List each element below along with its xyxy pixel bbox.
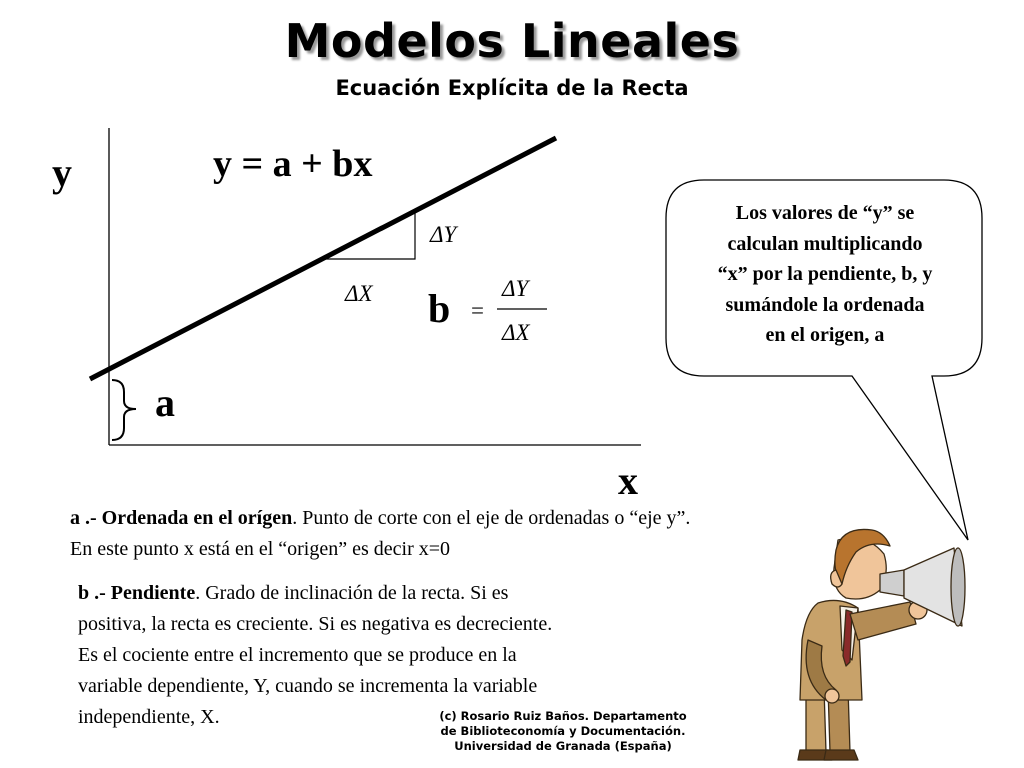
intercept-text-line2: En este punto x está en el “origen” es decir x=0	[70, 538, 451, 560]
bubble-line: “x” por la pendiente, b, y	[717, 263, 933, 285]
page-title: Modelos Lineales	[284, 14, 740, 68]
intercept-text: . Punto de corte con el eje de ordenadas o “eje y”.	[292, 507, 691, 529]
line-equation: y = a + bx	[213, 143, 373, 185]
intercept-label: a	[155, 380, 175, 425]
credit-line: Universidad de Granada (España)	[454, 739, 672, 753]
speech-bubble-text	[669, 180, 981, 376]
x-axis-label: x	[618, 458, 638, 503]
intercept-term: a .- Ordenada en el orígen	[70, 507, 293, 529]
slope-text-line: variable dependiente, Y, cuando se incrementa la variable	[78, 675, 538, 697]
slope-text: . Grado de inclinación de la recta. Si es	[195, 582, 509, 604]
slope-text-line: Es el cociente entre el incremento que se produce en la	[78, 644, 517, 666]
credit-line: (c) Rosario Ruiz Baños. Departamento	[439, 709, 687, 723]
slope-text-line: independiente, X.	[78, 706, 220, 728]
slope-symbol: b	[428, 286, 451, 331]
delta-x-label: ΔX	[345, 281, 373, 306]
credit-line: de Biblioteconomía y Documentación.	[440, 724, 686, 738]
intercept-brace	[112, 380, 136, 440]
y-axis-label: y	[52, 150, 72, 195]
fraction-numerator: ΔY	[502, 276, 529, 301]
copyright-credit	[428, 709, 698, 754]
bubble-line: en el origen, a	[765, 324, 885, 346]
definition-intercept	[70, 503, 690, 565]
bubble-line: Los valores de “y” se	[735, 202, 915, 224]
delta-y-label: ΔY	[430, 222, 457, 247]
slope-term: b .- Pendiente	[78, 582, 196, 604]
equals-sign: =	[471, 298, 484, 323]
man-with-megaphone-illustration	[798, 529, 965, 760]
page-subtitle: Ecuación Explícita de la Recta	[335, 76, 689, 100]
slope-text-line: positiva, la recta es creciente. Si es negativa es decreciente.	[78, 613, 553, 635]
bubble-line: calculan multiplicando	[727, 232, 923, 255]
fraction-denominator: ΔX	[502, 320, 530, 345]
bubble-line: sumándole la ordenada	[725, 293, 925, 316]
